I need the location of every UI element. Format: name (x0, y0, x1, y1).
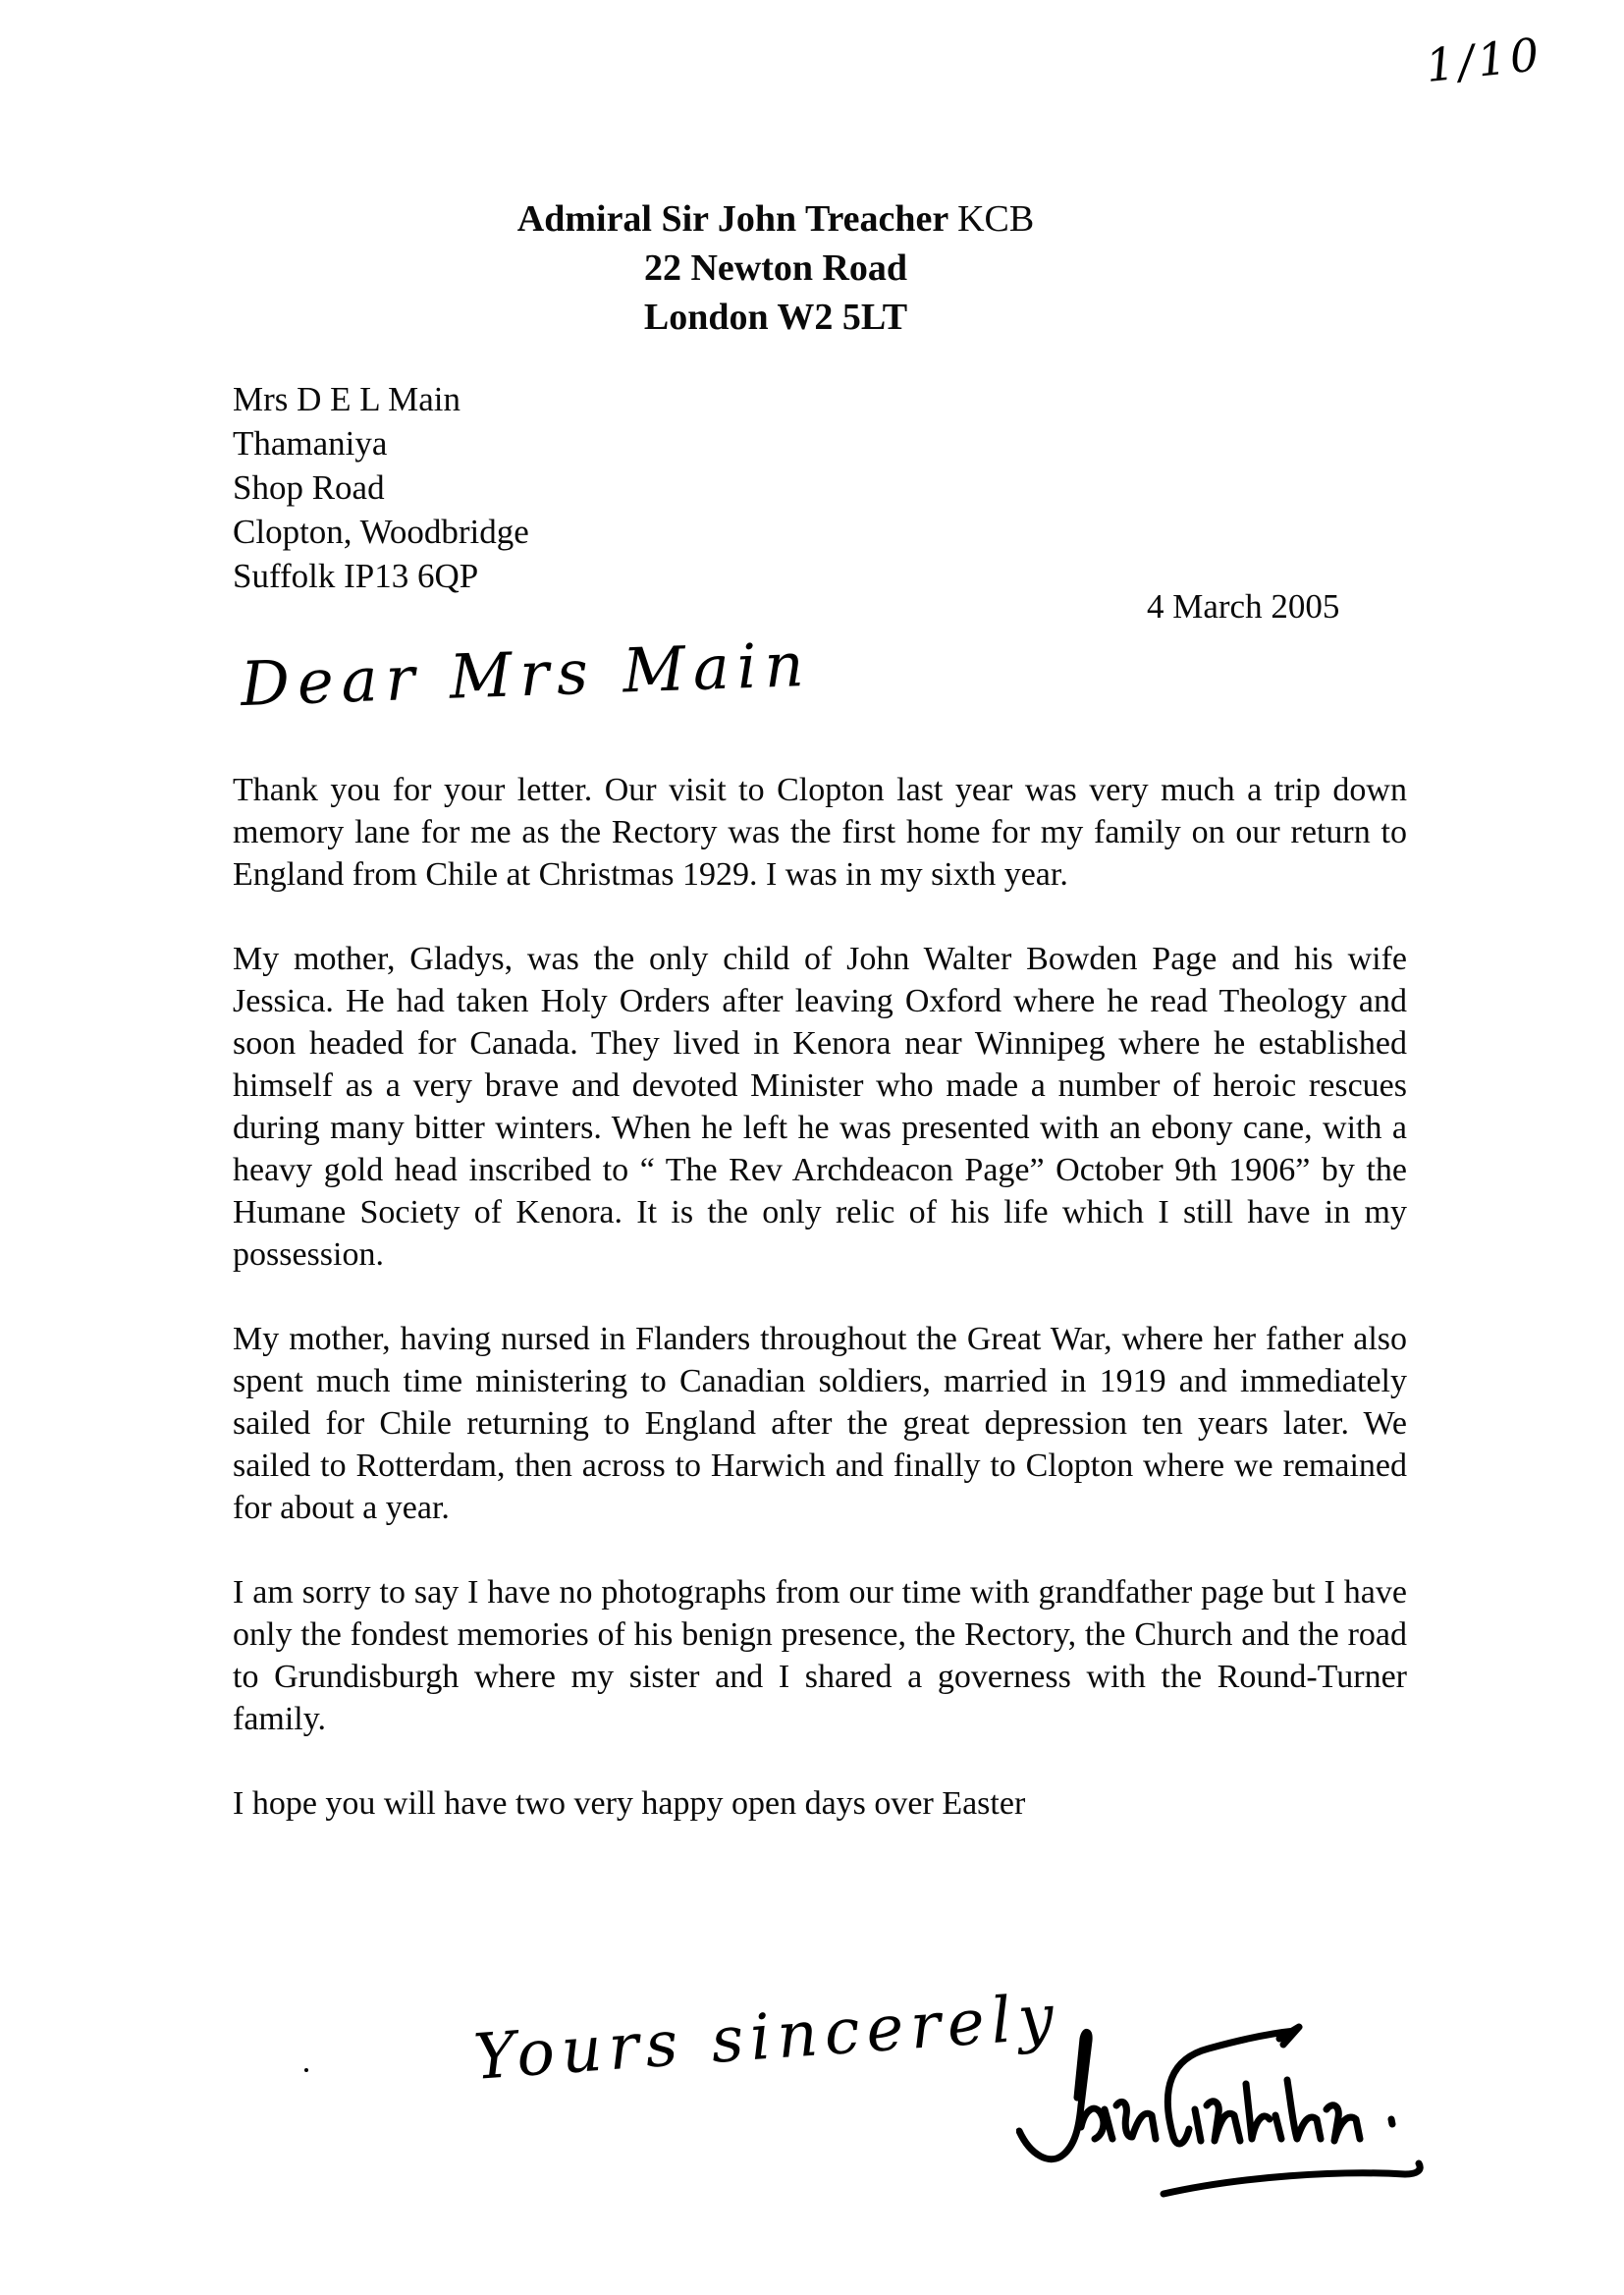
body-paragraph: Thank you for your letter. Our visit to Clopton last year was very much a trip down memory lane for me as the Rectory was the first home for my family on our return to England from Chile at Christmas 1929. I was in my sixth year. (233, 772, 1407, 893)
body-paragraph: My mother, Gladys, was the only child of John Walter Bowden Page and his wife Jessica. He had taken Holy Orders after leaving Oxford where he read Theology and soon headed for Canada. They lived in Kenora near Winnipeg where he established himself as a very brave and devoted Minister who made a number of heroic rescues during many bitter winters. When he left he was presented with an ebony cane, with a heavy gold head inscribed to “ The Rev Archdeacon Page” October 9th 1906” by the Humane Society of Kenora. It is the only relic of his life which I still have in my possession. (233, 941, 1407, 1273)
sender-honours: KCB (957, 198, 1035, 240)
signature-scribble-icon (1016, 2011, 1478, 2247)
recipient-line: Shop Road (233, 468, 385, 507)
sender-name: Admiral Sir John Treacher (516, 198, 948, 240)
recipient-line: Suffolk IP13 6QP (233, 557, 479, 595)
recipient-line: Mrs D E L Main (233, 380, 461, 418)
body-paragraph: I am sorry to say I have no photographs from our time with grandfather page but I have only the fondest memories of his benign presence, the Rectory, the Church and the road to Grundisburgh where my sister and I shared a governess with the Round-Turner family. (233, 1574, 1407, 1737)
signature-underline (1164, 2163, 1420, 2194)
sender-letterhead (0, 194, 1551, 342)
closing-handwritten: Yours sincerely (471, 1981, 1063, 2095)
signature (1016, 2011, 1478, 2247)
recipient-address (233, 377, 529, 598)
sender-name-line (0, 194, 1551, 244)
page-number-annotation: 1/10 (1423, 27, 1545, 93)
sender-address-line-1: 22 Newton Road (643, 247, 908, 289)
recipient-line: Thamaniya (233, 424, 388, 463)
letter-body (233, 769, 1407, 1825)
body-paragraph: My mother, having nursed in Flanders throughout the Great War, where her father also spent much time ministering to Canadian soldiers, married in 1919 and immediately sailed for Chile returning to England after the great depression ten years later. We sailed to Rotterdam, then across to Harwich and finally to Clopton where we remained for about a year. (233, 1321, 1407, 1526)
recipient-line: Clopton, Woodbridge (233, 513, 529, 551)
body-paragraph: I hope you will have two very happy open days over Easter (233, 1785, 1026, 1822)
signature-period (1391, 2119, 1392, 2124)
sender-address-line-2: London W2 5LT (643, 297, 908, 338)
salutation-handwritten: Dear Mrs Main (239, 628, 813, 721)
scan-artifact-dot (304, 2068, 308, 2072)
letter-date: 4 March 2005 (1147, 587, 1340, 626)
